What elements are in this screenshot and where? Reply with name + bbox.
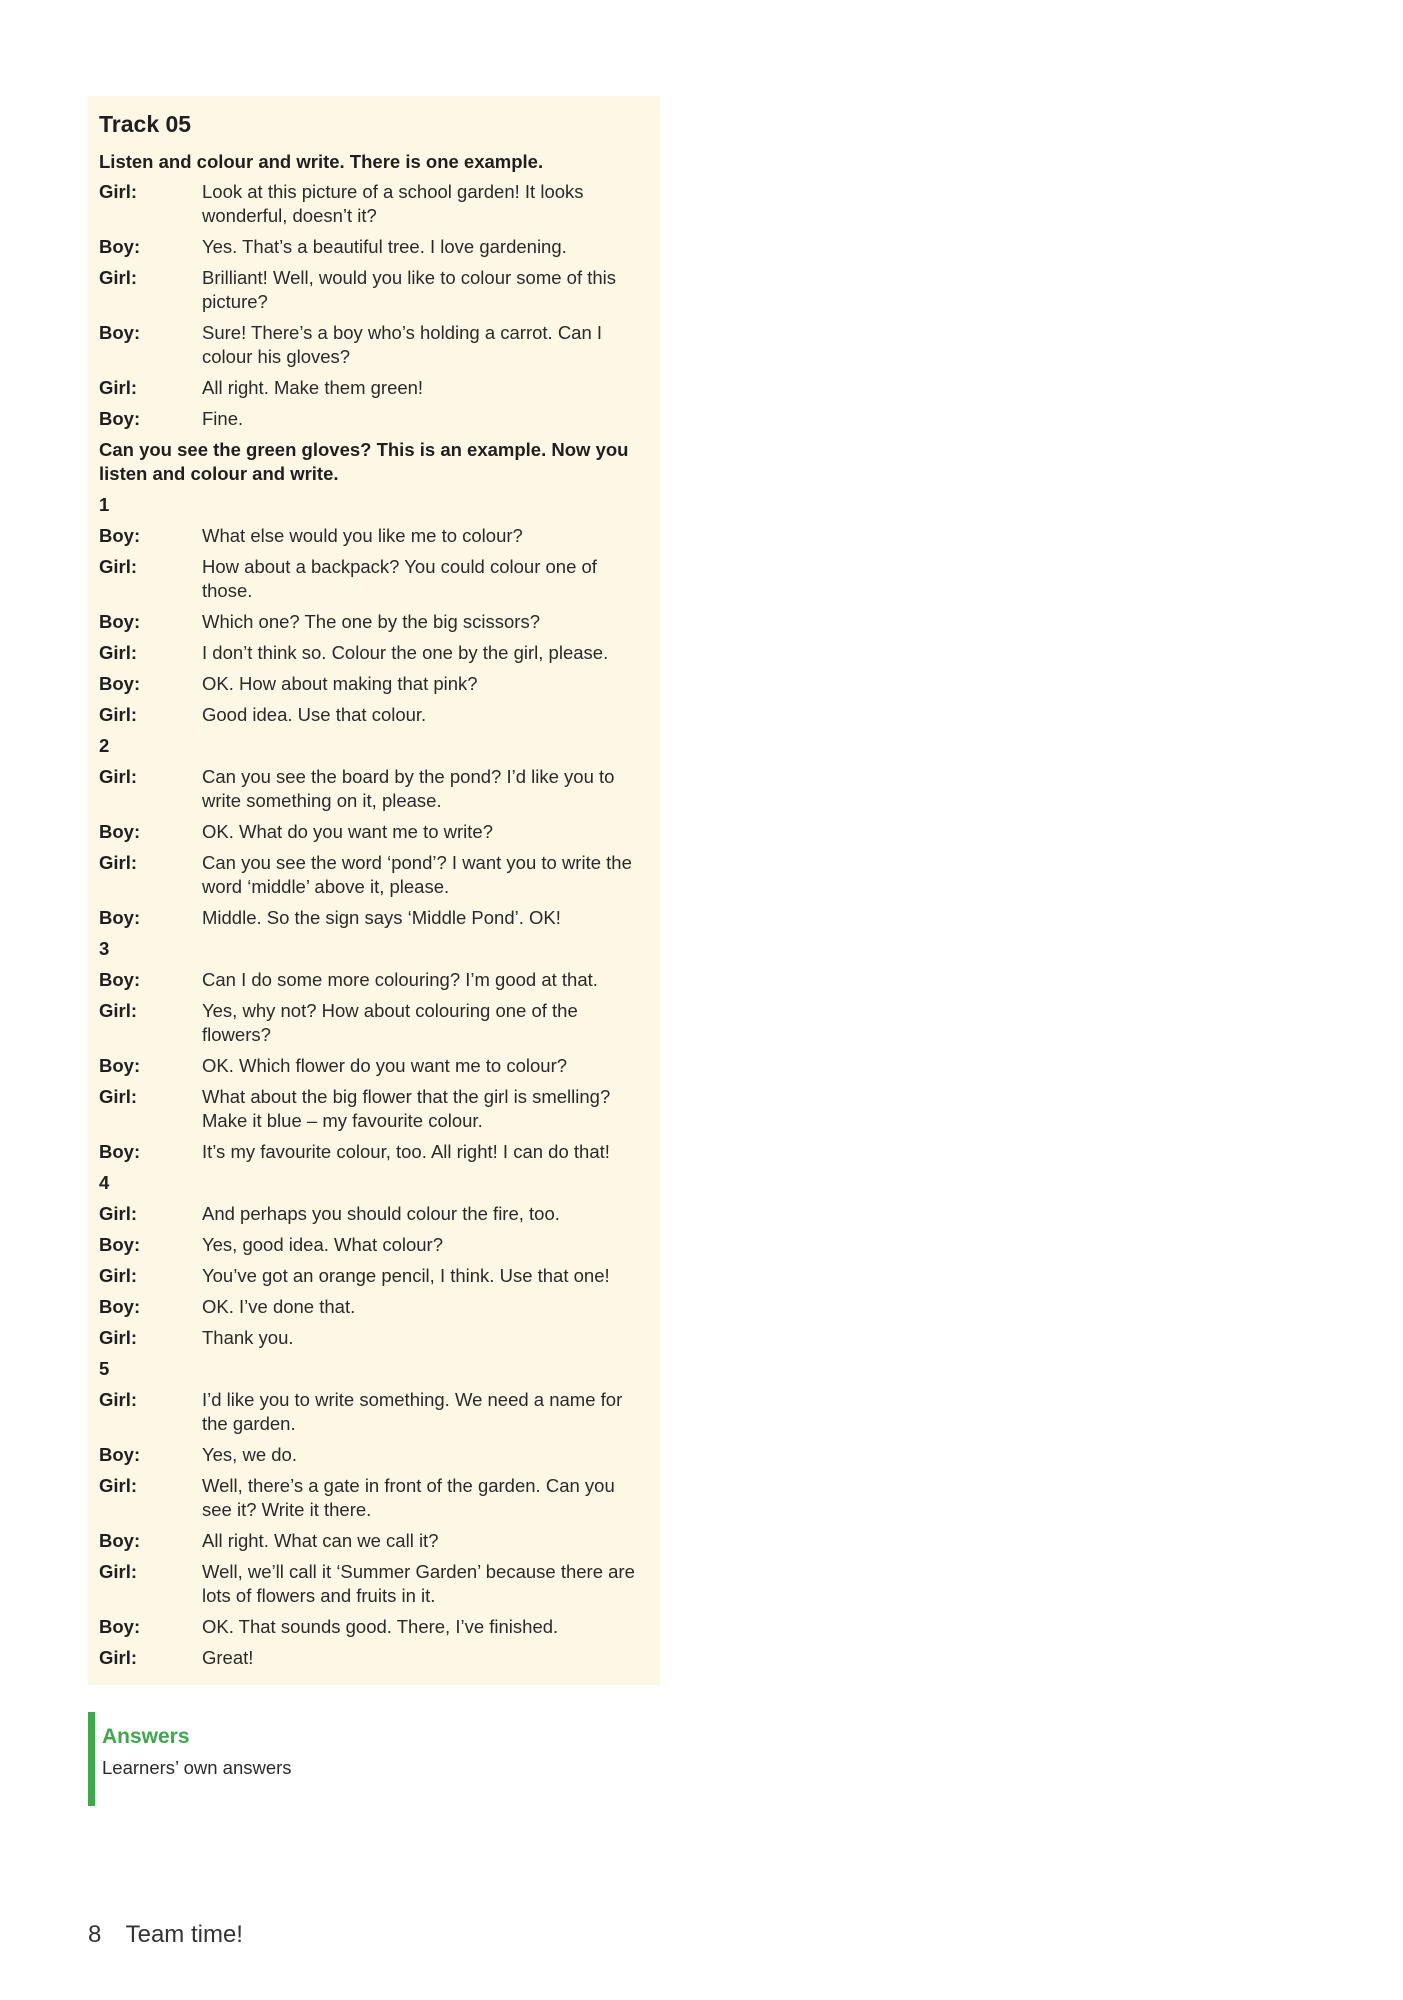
speaker-label: Boy: (99, 408, 141, 429)
dialogue-text: OK. Which flower do you want me to colour? (202, 1055, 568, 1076)
speaker-label: Boy: (99, 611, 141, 632)
dialogue-line (99, 968, 649, 992)
answers-text: Learners’ own answers (102, 1757, 292, 1778)
speaker-label: Boy: (99, 907, 141, 928)
speaker-label: Girl: (99, 377, 138, 398)
dialogue-text: You’ve got an orange pencil, I think. Use that one! (202, 1265, 610, 1286)
dialogue-text: Yes, why not? How about colouring one of the flowers? (202, 1000, 578, 1045)
dialogue-line (99, 180, 649, 228)
answers-box (88, 1712, 488, 1806)
example-dialogue (99, 180, 649, 431)
dialogue-line (99, 703, 649, 727)
dialogue-line (99, 765, 649, 813)
page-number: 8 (88, 1921, 102, 1948)
dialogue-line (99, 672, 649, 696)
dialogue-text: All right. What can we call it? (202, 1530, 439, 1551)
speaker-label: Boy: (99, 1444, 141, 1465)
dialogue-text: All right. Make them green! (202, 377, 424, 398)
speaker-label: Girl: (99, 1327, 138, 1348)
instruction: Listen and colour and write. There is one example. (99, 151, 544, 172)
track-title: Track 05 (99, 111, 192, 137)
speaker-label: Boy: (99, 236, 141, 257)
dialogue-line (99, 555, 649, 603)
dialogue-text: I’d like you to write something. We need a name for the garden. (202, 1389, 623, 1434)
section-number: 1 (99, 494, 110, 515)
dialogue-text: And perhaps you should colour the fire, too. (202, 1203, 560, 1224)
dialogue-text: What about the big flower that the girl is smelling? Make it blue – my favourite colour. (202, 1086, 611, 1131)
dialogue-text: How about a backpack? You could colour one of those. (202, 556, 597, 601)
dialogue-line (99, 1202, 649, 1226)
speaker-label: Boy: (99, 525, 141, 546)
speaker-label: Girl: (99, 1475, 138, 1496)
dialogue-text: OK. How about making that pink? (202, 673, 478, 694)
speaker-label: Boy: (99, 1530, 141, 1551)
speaker-label: Girl: (99, 556, 138, 577)
dialogue-line (99, 235, 649, 259)
dialogue-text: OK. What do you want me to write? (202, 821, 493, 842)
dialogue-line (99, 1054, 649, 1078)
dialogue-line (99, 641, 649, 665)
speaker-label: Girl: (99, 1647, 138, 1668)
dialogue-text: Can you see the board by the pond? I’d like you to write something on it, please. (202, 766, 615, 811)
speaker-label: Girl: (99, 766, 138, 787)
speaker-label: Girl: (99, 642, 138, 663)
dialogue-line (99, 1264, 649, 1288)
speaker-label: Boy: (99, 1296, 141, 1317)
speaker-label: Girl: (99, 1203, 138, 1224)
answers-heading: Answers (102, 1725, 190, 1748)
dialogue-text: Good idea. Use that colour. (202, 704, 427, 725)
section-number: 3 (99, 938, 110, 959)
speaker-label: Boy: (99, 1616, 141, 1637)
speaker-label: Boy: (99, 969, 141, 990)
dialogue-line (99, 266, 649, 314)
book-title: Team time! (125, 1921, 243, 1948)
dialogue-line (99, 1615, 649, 1639)
dialogue-text: I don’t think so. Colour the one by the girl, please. (202, 642, 609, 663)
dialogue-text: Yes, good idea. What colour? (202, 1234, 444, 1255)
speaker-label: Girl: (99, 1086, 138, 1107)
dialogue-text: Yes, we do. (202, 1444, 297, 1465)
dialogue-line (99, 1646, 649, 1670)
transcript-panel (88, 96, 660, 1685)
dialogue-text: Which one? The one by the big scissors? (202, 611, 540, 632)
dialogue-text: Great! (202, 1647, 254, 1668)
dialogue-line (99, 407, 649, 431)
section-number: 5 (99, 1358, 110, 1379)
dialogue-line (99, 1474, 649, 1522)
dialogue-text: Brilliant! Well, would you like to colour some of this picture? (202, 267, 617, 312)
dialogue-line (99, 999, 649, 1047)
dialogue-text: Fine. (202, 408, 244, 429)
speaker-label: Boy: (99, 1141, 141, 1162)
speaker-label: Girl: (99, 1389, 138, 1410)
speaker-label: Boy: (99, 1055, 141, 1076)
section-number: 2 (99, 735, 110, 756)
dialogue-sections (99, 493, 649, 1670)
example-note: Can you see the green gloves? This is an example. Now you listen and colour and write. (99, 439, 629, 484)
dialogue-text: Look at this picture of a school garden! It looks wonderful, doesn’t it? (202, 181, 584, 226)
dialogue-line (99, 1085, 649, 1133)
dialogue-text: Can you see the word ‘pond’? I want you to write the word ‘middle’ above it, please. (202, 852, 632, 897)
dialogue-line (99, 1233, 649, 1257)
dialogue-line (99, 1140, 649, 1164)
speaker-label: Girl: (99, 1561, 138, 1582)
dialogue-line (99, 321, 649, 369)
dialogue-text: Middle. So the sign says ‘Middle Pond’. OK! (202, 907, 561, 928)
speaker-label: Boy: (99, 673, 141, 694)
dialogue-line (99, 820, 649, 844)
page-footer (88, 1920, 243, 1950)
dialogue-line (99, 851, 649, 899)
dialogue-text: Can I do some more colouring? I’m good at that. (202, 969, 598, 990)
speaker-label: Girl: (99, 1265, 138, 1286)
dialogue-line (99, 1443, 649, 1467)
dialogue-text: Well, we’ll call it ‘Summer Garden’ because there are lots of flowers and fruits in it. (202, 1561, 635, 1606)
speaker-label: Girl: (99, 852, 138, 873)
dialogue-line (99, 1560, 649, 1608)
speaker-label: Girl: (99, 1000, 138, 1021)
speaker-label: Girl: (99, 267, 138, 288)
dialogue-text: It’s my favourite colour, too. All right! I can do that! (202, 1141, 610, 1162)
speaker-label: Girl: (99, 181, 138, 202)
dialogue-line (99, 610, 649, 634)
section-number: 4 (99, 1172, 110, 1193)
dialogue-line (99, 524, 649, 548)
speaker-label: Boy: (99, 1234, 141, 1255)
dialogue-line (99, 1326, 649, 1350)
speaker-label: Girl: (99, 704, 138, 725)
dialogue-text: Well, there’s a gate in front of the garden. Can you see it? Write it there. (202, 1475, 615, 1520)
dialogue-text: What else would you like me to colour? (202, 525, 523, 546)
speaker-label: Boy: (99, 322, 141, 343)
dialogue-text: OK. I’ve done that. (202, 1296, 356, 1317)
dialogue-line (99, 1529, 649, 1553)
dialogue-text: OK. That sounds good. There, I’ve finished. (202, 1616, 559, 1637)
dialogue-line (99, 1295, 649, 1319)
dialogue-line (99, 1388, 649, 1436)
speaker-label: Boy: (99, 821, 141, 842)
dialogue-line (99, 906, 649, 930)
dialogue-text: Sure! There’s a boy who’s holding a carrot. Can I colour his gloves? (202, 322, 603, 367)
dialogue-line (99, 376, 649, 400)
dialogue-text: Thank you. (202, 1327, 294, 1348)
dialogue-text: Yes. That’s a beautiful tree. I love gardening. (202, 236, 567, 257)
